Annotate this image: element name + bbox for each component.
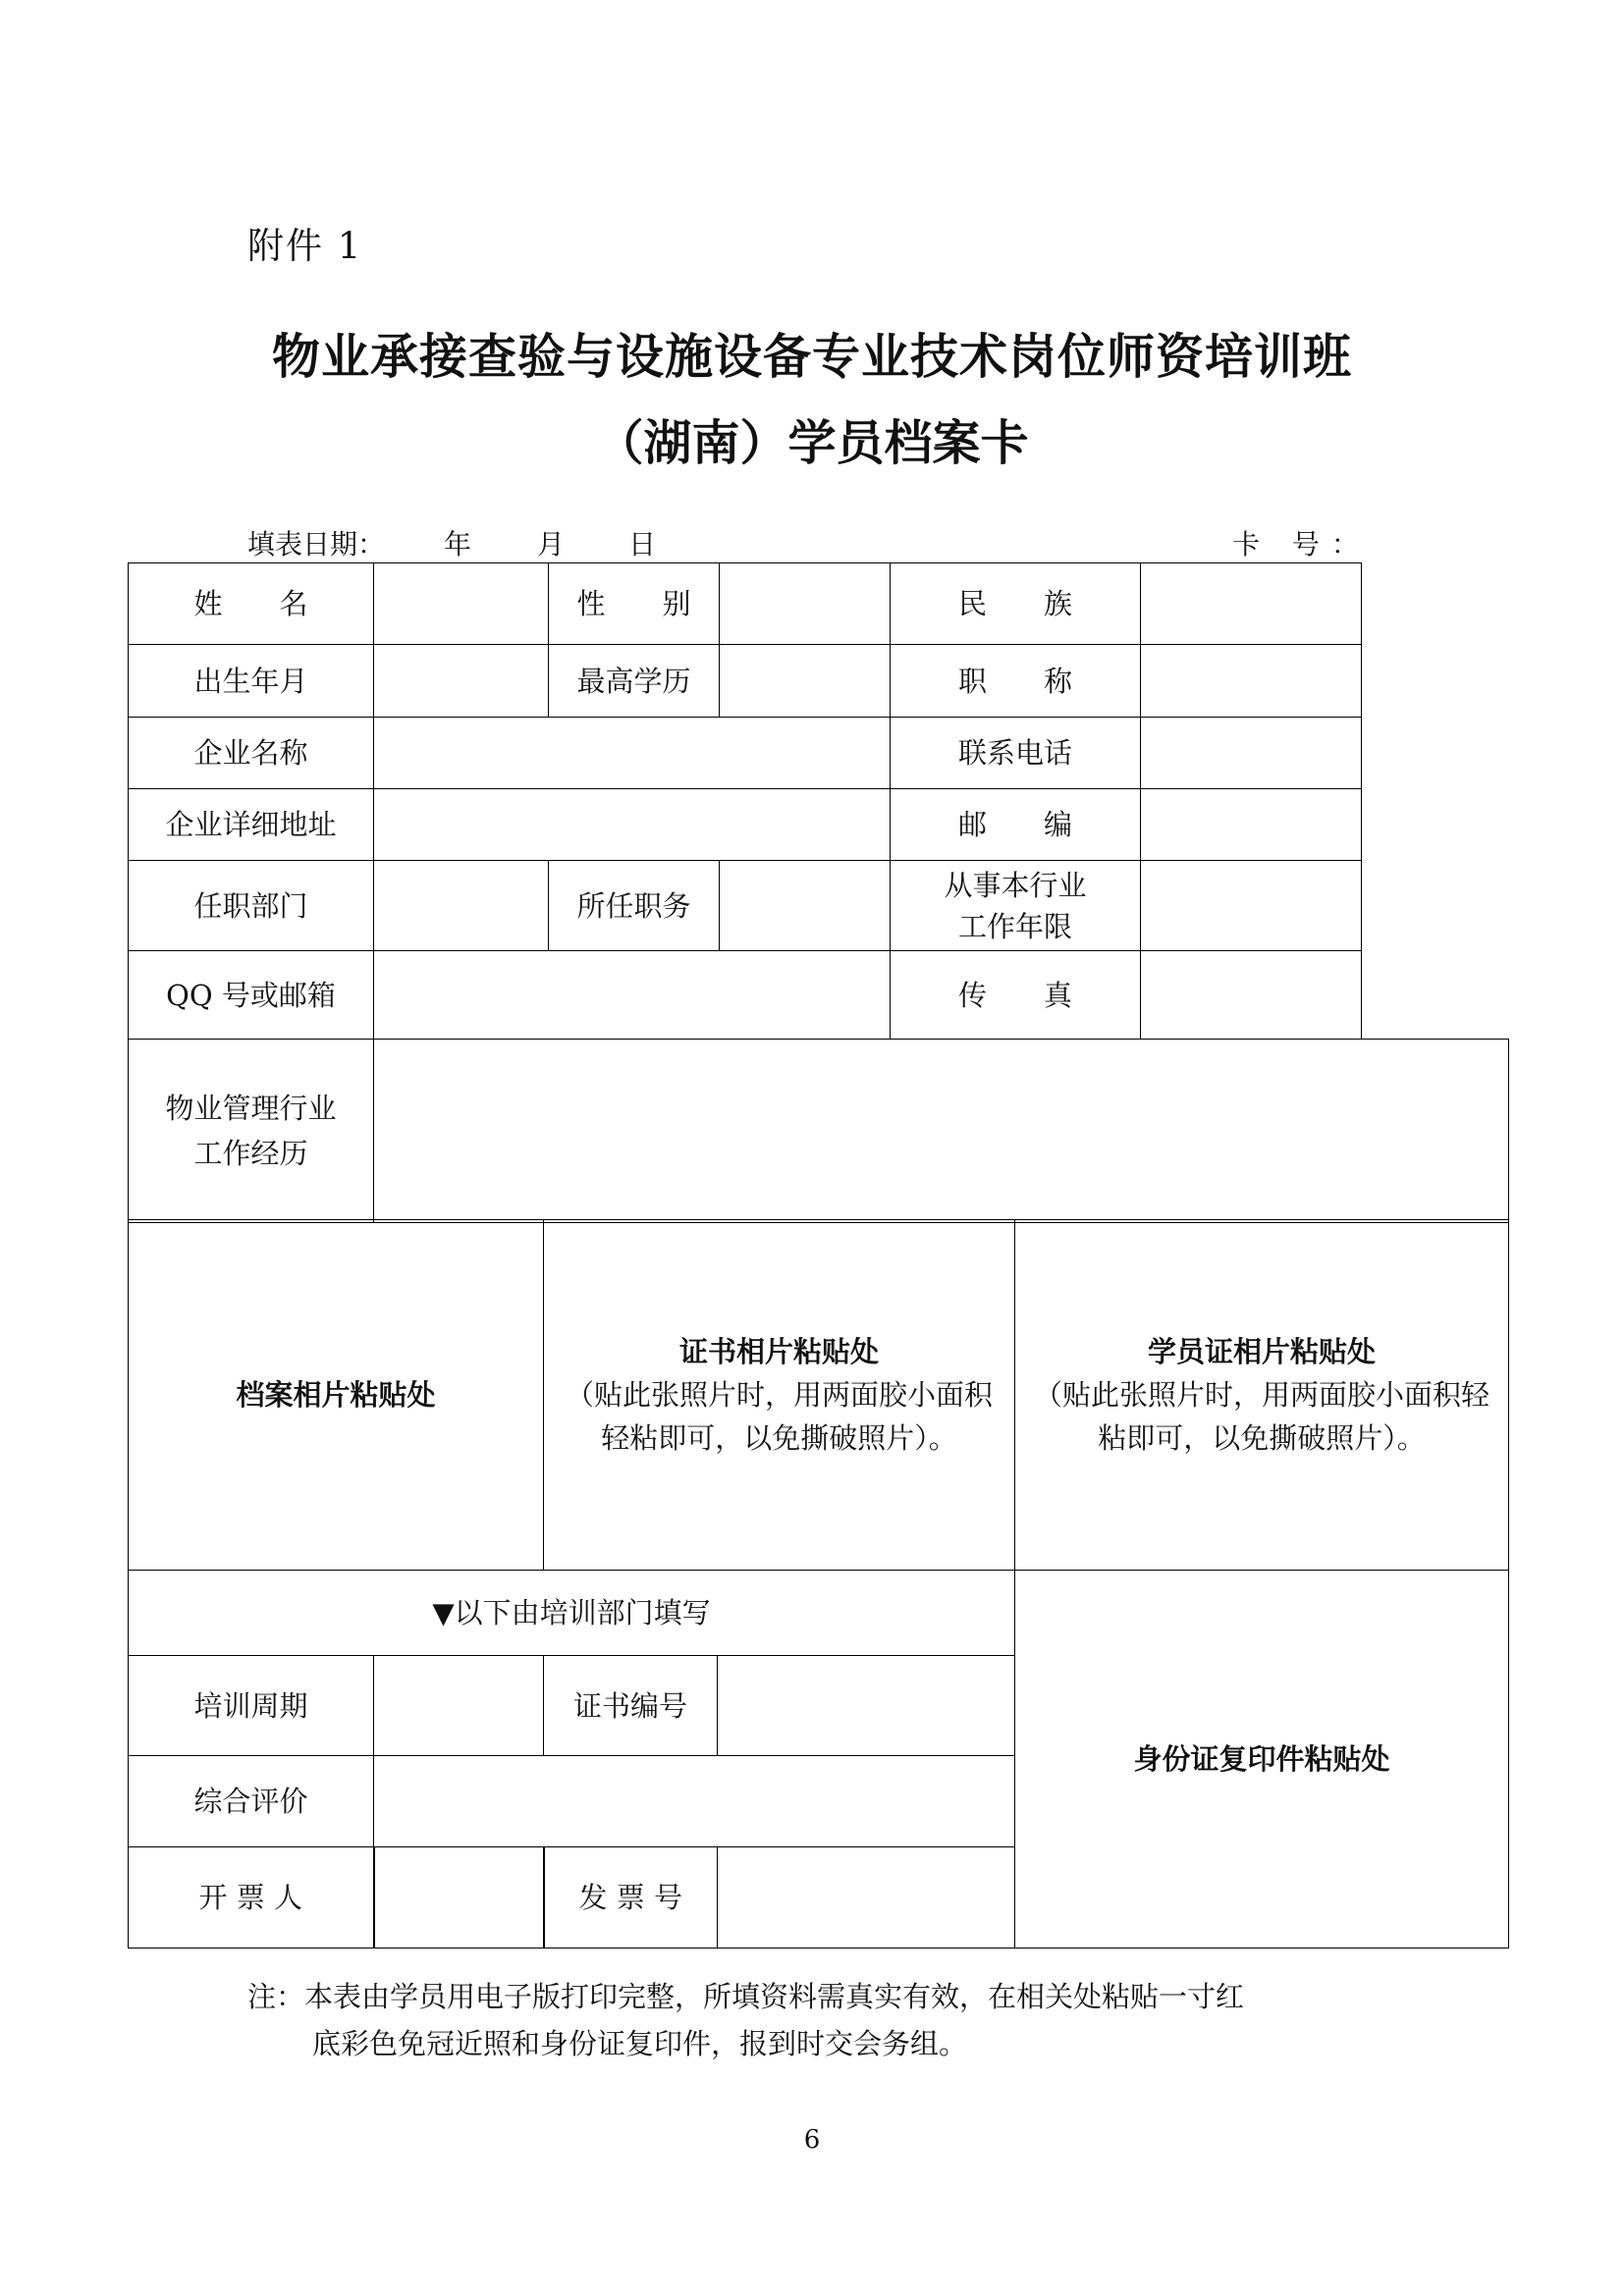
position-label: 所任职务	[549, 861, 720, 951]
evaluation-label: 综合评价	[129, 1756, 374, 1847]
company-field[interactable]	[374, 718, 891, 789]
student-card-photo-note: （贴此张照片时，用两面胶小面积轻粘即可，以免撕破照片）。	[1034, 1378, 1490, 1455]
footnote-line1: 注：本表由学员用电子版打印完整，所填资料需真实有效，在相关处粘贴一寸红	[247, 1980, 1245, 2013]
fax-field[interactable]	[1141, 951, 1362, 1040]
postcode-label: 邮 编	[891, 789, 1141, 861]
page-subtitle: （湖南）学员档案卡	[595, 415, 1029, 471]
student-record-form	[128, 562, 1509, 1223]
industry-years-label	[891, 861, 1141, 951]
qq-email-field[interactable]	[374, 951, 891, 1040]
name-field[interactable]	[374, 563, 549, 645]
certificate-number-label: 证书编号	[544, 1656, 718, 1756]
training-period-label: 培训周期	[129, 1656, 374, 1756]
fill-date-label: 填表日期：	[247, 528, 386, 561]
postcode-field[interactable]	[1141, 789, 1362, 861]
title-label: 职 称	[891, 645, 1141, 718]
qq-email-label: QQ 号或邮箱	[129, 951, 374, 1040]
ethnicity-field[interactable]	[1141, 563, 1362, 645]
evaluation-field[interactable]	[374, 1756, 1015, 1847]
education-field[interactable]	[720, 645, 891, 718]
issuer-label: 开 票 人	[129, 1847, 374, 1949]
fax-label: 传 真	[891, 951, 1141, 1040]
id-copy-paste-area[interactable]: 身份证复印件粘贴处	[1015, 1571, 1509, 1949]
industry-years-label-line1: 从事本行业	[944, 868, 1087, 902]
industry-years-field[interactable]	[1141, 861, 1362, 951]
name-label: 姓 名	[129, 563, 374, 645]
address-field[interactable]	[374, 789, 891, 861]
position-field[interactable]	[720, 861, 891, 951]
year-label: 年	[444, 528, 472, 561]
training-period-field[interactable]	[374, 1656, 544, 1756]
gender-field[interactable]	[720, 563, 891, 645]
phone-field[interactable]	[1141, 718, 1362, 789]
certificate-number-field[interactable]	[718, 1656, 1015, 1756]
student-card-photo-title: 学员证相片粘贴处	[1148, 1335, 1377, 1368]
phone-label: 联系电话	[891, 718, 1141, 789]
student-card-photo-area[interactable]	[1015, 1220, 1509, 1571]
gender-label: 性 别	[549, 563, 720, 645]
certificate-photo-title: 证书相片粘贴处	[679, 1335, 880, 1368]
card-number-label: 卡 号：	[1232, 528, 1371, 561]
footnote	[247, 1973, 1426, 2067]
experience-label-line2: 工作经历	[193, 1137, 308, 1170]
attachment-label: 附件 1	[247, 225, 363, 267]
invoice-number-label: 发 票 号	[544, 1847, 718, 1949]
training-dept-header: ▼以下由培训部门填写	[129, 1571, 1015, 1656]
company-label: 企业名称	[129, 718, 374, 789]
birth-label: 出生年月	[129, 645, 374, 718]
footnote-line2: 底彩色免冠近照和身份证复印件，报到时交会务组。	[312, 2027, 968, 2060]
experience-label	[129, 1040, 374, 1223]
invoice-number-field[interactable]	[718, 1847, 1015, 1949]
experience-field[interactable]	[374, 1040, 1509, 1223]
certificate-photo-note: （贴此张照片时，用两面胶小面积轻粘即可，以免撕破照片）。	[566, 1378, 994, 1455]
page-number: 6	[803, 2125, 821, 2155]
department-field[interactable]	[374, 861, 549, 951]
education-label: 最高学历	[549, 645, 720, 718]
day-label: 日	[628, 528, 657, 561]
title-field[interactable]	[1141, 645, 1362, 718]
archive-photo-area[interactable]: 档案相片粘贴处	[129, 1220, 544, 1571]
page-title: 物业承接查验与设施设备专业技术岗位师资培训班	[271, 329, 1352, 385]
ethnicity-label: 民 族	[891, 563, 1141, 645]
certificate-photo-area[interactable]	[544, 1220, 1015, 1571]
month-label: 月	[537, 528, 566, 561]
issuer-field[interactable]	[374, 1847, 544, 1949]
department-label: 任职部门	[129, 861, 374, 951]
address-label: 企业详细地址	[129, 789, 374, 861]
industry-years-label-line2: 工作年限	[958, 909, 1073, 943]
experience-label-line1: 物业管理行业	[165, 1092, 337, 1125]
birth-field[interactable]	[374, 645, 549, 718]
photo-and-training-section	[128, 1219, 1509, 1949]
